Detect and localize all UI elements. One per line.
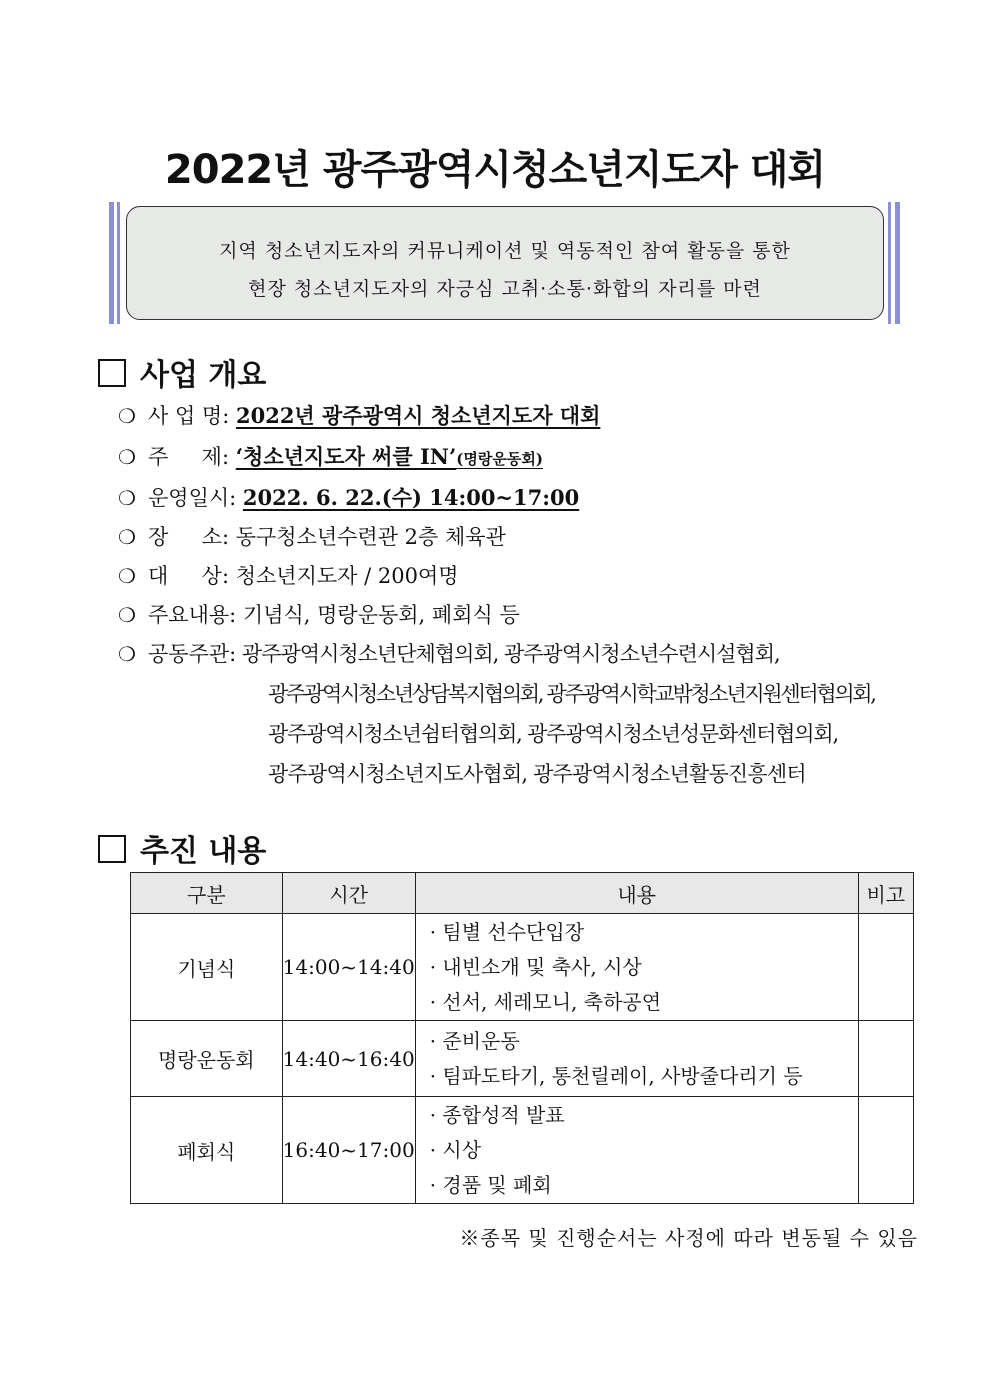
header-content: 내용: [415, 873, 858, 914]
overview-content-row: [118, 601, 520, 629]
row-content: [415, 1021, 858, 1097]
row-content-item: · 팀별 선수단입장: [429, 919, 585, 944]
row-content-item: · 팀파도타기, 통천릴레이, 사방줄다리기 등: [429, 1063, 803, 1088]
left-accent-bar: [109, 202, 114, 324]
overview-place-row: [118, 523, 506, 551]
overview-date-row: [118, 484, 579, 512]
table-row: [131, 914, 914, 1021]
overview-date-label: 운영일시:: [148, 486, 237, 510]
row-note: [858, 914, 913, 1021]
row-category: 폐회식: [131, 1097, 283, 1204]
overview-content-value: 기념식, 명랑운동회, 폐회식 등: [242, 603, 520, 627]
row-content-item: · 시상: [429, 1137, 482, 1162]
row-time: 14:00~14:40: [282, 914, 415, 1021]
overview-theme-sub: (명랑운동회): [456, 450, 543, 468]
right-accent-bar-thin: [888, 202, 891, 324]
section-overview-title: 사업 개요: [140, 358, 267, 393]
summary-line-2: 현장 청소년지도자의 자긍심 고취·소통·화합의 자리를 마련: [248, 278, 762, 300]
circle-bullet-icon: ❍: [118, 642, 135, 666]
row-content: [415, 914, 858, 1021]
header-time: 시간: [282, 873, 415, 914]
overview-place-label: 장 소:: [148, 525, 230, 549]
row-time: 14:40~16:40: [282, 1021, 415, 1097]
row-note: [858, 1097, 913, 1204]
circle-bullet-icon: ❍: [118, 525, 136, 549]
overview-host-line-3: 광주광역시청소년쉼터협의회, 광주광역시청소년성문화센터협의회,: [268, 722, 838, 746]
row-content: [415, 1097, 858, 1204]
overview-place-value: 동구청소년수련관 2층 체육관: [235, 525, 506, 549]
row-content-item: · 종합성적 발표: [429, 1102, 565, 1127]
overview-host-label: 공동주관:: [148, 642, 237, 666]
row-category: 기념식: [131, 914, 283, 1021]
row-content-item: · 내빈소개 및 축사, 시상: [429, 954, 642, 979]
overview-target-label: 대 상:: [148, 564, 230, 588]
left-accent-bar-thin: [117, 202, 120, 324]
row-time: 16:40~17:00: [282, 1097, 415, 1204]
section-overview-heading: [98, 350, 266, 394]
circle-bullet-icon: ❍: [118, 445, 136, 469]
row-category: 명랑운동회: [131, 1021, 283, 1097]
overview-name-row: [118, 402, 600, 430]
overview-content-label: 주요내용:: [148, 603, 237, 627]
overview-host-line-4: 광주광역시청소년지도사협회, 광주광역시청소년활동진흥센터: [268, 762, 806, 786]
table-header-row: [131, 873, 914, 914]
circle-bullet-icon: ❍: [118, 603, 136, 627]
overview-theme-value: ‘청소년지도자 써클 IN’: [235, 444, 457, 469]
table-row: [131, 1097, 914, 1204]
checkbox-square-icon: [98, 835, 126, 863]
overview-target-value: 청소년지도자 / 200여명: [235, 564, 459, 588]
row-content-item: · 준비운동: [429, 1028, 520, 1053]
header-category: 구분: [131, 873, 283, 914]
header-note: 비고: [858, 873, 913, 914]
row-content-item: · 선서, 세레모니, 축하공연: [429, 989, 662, 1014]
row-note: [858, 1021, 913, 1097]
summary-line-1: 지역 청소년지도자의 커뮤니케이션 및 역동적인 참여 활동을 통한: [219, 240, 791, 262]
overview-host-row: [118, 640, 780, 668]
overview-host-line-2: 광주광역시청소년상담복지협의회, 광주광역시학교밖청소년지원센터협의회,: [268, 682, 875, 706]
circle-bullet-icon: ❍: [118, 486, 136, 510]
schedule-table: [130, 872, 914, 1204]
right-accent-bar: [895, 202, 900, 324]
section-plan-title: 추진 내용: [140, 834, 267, 869]
overview-theme-label: 주 제:: [148, 445, 230, 469]
overview-host-line-1: 광주광역시청소년단체협의회, 광주광역시청소년수련시설협회,: [241, 642, 780, 666]
page-title: 2022년 광주광역시청소년지도자 대회: [164, 147, 826, 193]
summary-box: [126, 206, 884, 320]
footnote: ※종목 및 진행순서는 사정에 따라 변동될 수 있음: [459, 1226, 918, 1250]
section-plan-heading: [98, 826, 266, 870]
overview-name-value: 2022년 광주광역시 청소년지도자 대회: [235, 403, 601, 428]
checkbox-square-icon: [98, 359, 126, 387]
overview-name-label: 사 업 명:: [148, 404, 230, 428]
circle-bullet-icon: ❍: [118, 564, 136, 588]
table-row: [131, 1021, 914, 1097]
overview-target-row: [118, 562, 459, 590]
circle-bullet-icon: ❍: [118, 404, 136, 428]
overview-theme-row: [118, 443, 543, 473]
row-content-item: · 경품 및 폐회: [429, 1172, 552, 1197]
overview-date-value: 2022. 6. 22.(수) 14:00~17:00: [242, 485, 580, 510]
